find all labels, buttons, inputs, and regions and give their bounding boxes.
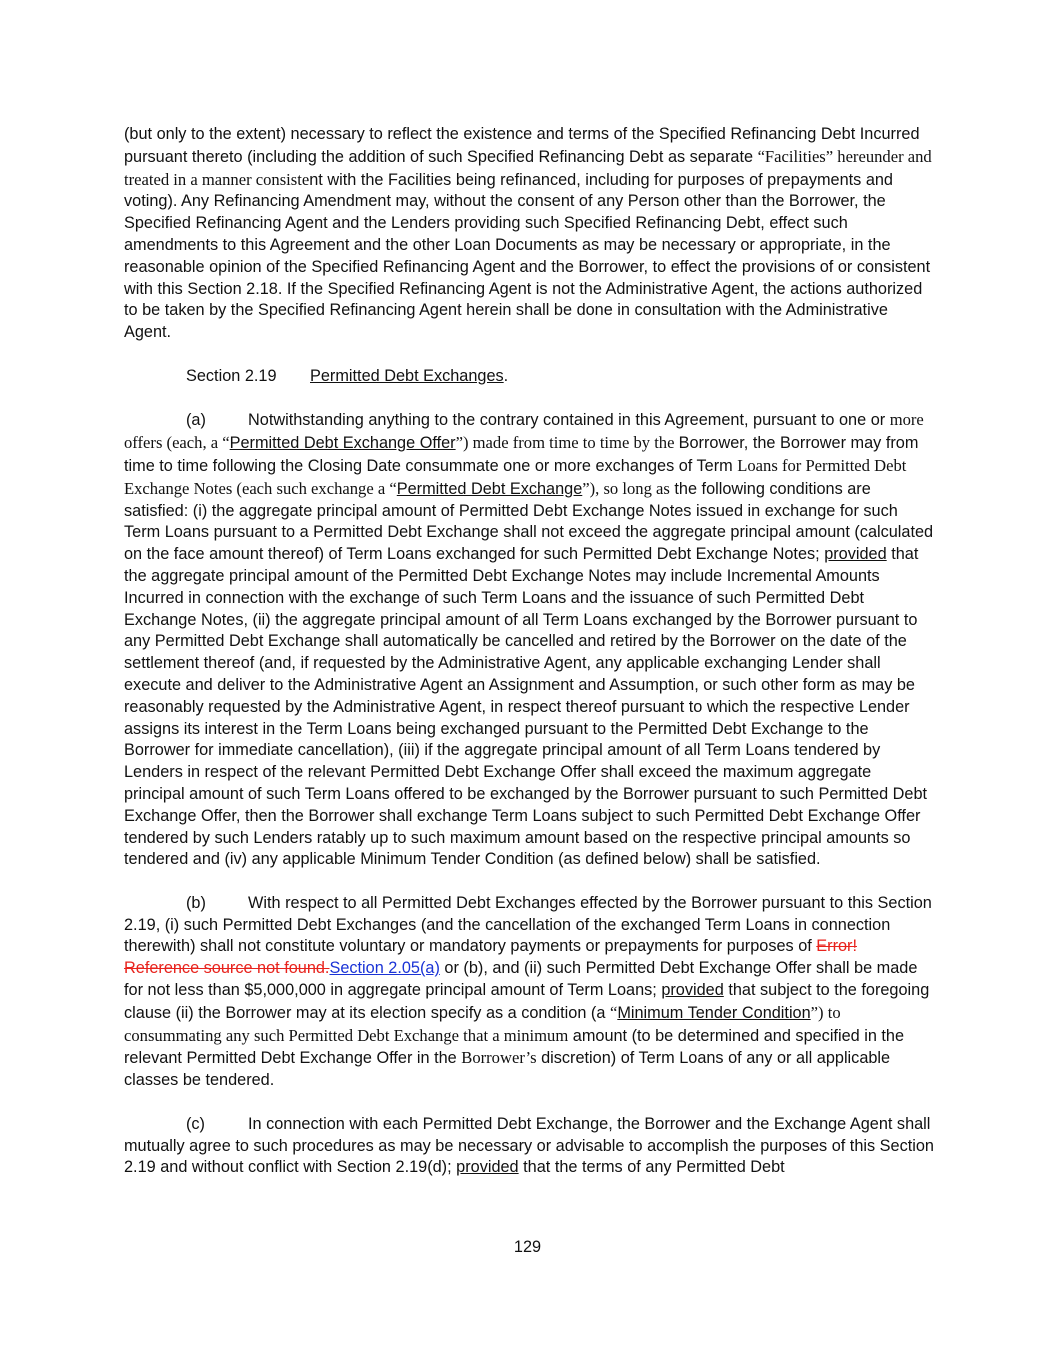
page-body	[124, 124, 936, 1201]
defined-term: Permitted Debt Exchange	[396, 479, 583, 498]
text-run: Borrower, the Borrower may from time to time following the Closing Date consummate one or more exchanges of Term	[124, 434, 919, 475]
text-run: that subject to the foregoing clause (ii) the Borrower may at its election specify as a condition (a	[124, 981, 930, 1022]
text-run: ”), so long as	[582, 478, 670, 498]
text-run: the following conditions are satisfied: (i) the aggregate principal amount of Permitted Debt Exchange Notes issued in exchange for such Term Loans pursuant to a Permitted Debt Exchange shall not exceed the aggregate principal amount (calculated on the face amount thereof) of Term Loans exchanged for such Permitted Debt Exchange Notes;	[124, 479, 934, 564]
text-run: that the terms of any Permitted Debt	[518, 1158, 785, 1177]
section-heading	[124, 366, 936, 388]
text-run: discretion) of Term Loans of any or all applicable classes be tendered.	[124, 1049, 891, 1090]
text-run: “	[609, 1002, 618, 1022]
deleted-reference-error: Error! Reference source not found.	[124, 937, 857, 978]
text-run: ”) to consummating any such Permitted Debt Exchange that a minimum	[124, 1002, 841, 1045]
section-number: Section 2.19	[186, 366, 277, 385]
emphasis-provided: provided	[661, 981, 724, 1000]
paragraph-continuation	[124, 124, 936, 344]
section-title: Permitted Debt Exchanges	[310, 366, 504, 385]
text-run: ”) made from time to time by the	[455, 433, 679, 453]
clause-label: (a)	[186, 411, 206, 430]
clause-label: (b)	[186, 893, 206, 912]
paragraph-c	[124, 1114, 936, 1179]
cross-reference-link[interactable]: Section 2.05(a)	[329, 959, 440, 978]
defined-term: Minimum Tender Condition	[617, 1003, 811, 1022]
text-run: that the aggregate principal amount of the Permitted Debt Exchange Notes may include Incremental Amounts Incurred in connection with the exchange of such Term Loans and the issuance of such Permitted Debt Exchange Notes, (ii) the aggregate principal amount of all Term Loans exchanged by the Borrower pursuant to any Permitted Debt Exchange shall automatically be cancelled and retired by the Borrower on the date of the settlement thereof (and, if requested by the Administrative Agent, any applicable exchanging Lender shall execute and deliver to the Administrative Agent an Assignment and Assumption, or such other form as may be reasonably requested by the Administrative Agent, in respect thereof pursuant to which the respective Lender assigns its interest in the Term Loans being exchanged pursuant to the Permitted Debt Exchange to the Borrower for immediate cancellation), (iii) if the aggregate principal amount of all Term Loans tendered by Lenders in respect of the relevant Permitted Debt Exchange Offer shall exceed the maximum aggregate principal amount of such Term Loans offered to be exchanged by the Borrower pursuant to such Permitted Debt Exchange Offer, then the Borrower shall exchange Term Loans subject to such Permitted Debt Exchange Offer tendered by such Lenders ratably up to such maximum amount based on the respective principal amounts so tendered and (iv) any applicable Minimum Tender Condition (as defined below) shall be satisfied.	[124, 545, 928, 869]
text-run: nt with the Facilities being refinanced, including for purposes of prepayments and voting). Any Refinancing Amendment may, without the consent of any Person other than the Borrower, the Specified Refinancing Agent and the Lenders providing such Specified Refinancing Debt, effect such amendments to this Agreement and the other Loan Documents as may be necessary or appropriate, in the reasonable opinion of the Specified Refinancing Agent and the Borrower, to effect the provisions of or consistent with this Section 2.18. If the Specified Refinancing Agent is not the Administrative Agent, the actions authorized to be taken by the Specified Refinancing Agent herein shall be done in consultation with the Administrative Agent.	[124, 170, 931, 342]
text-run: “Facilities” hereunder and treated in a manner consiste	[124, 146, 932, 189]
defined-term: Permitted Debt Exchange Offer	[229, 434, 456, 453]
clause-label: (c)	[186, 1114, 205, 1133]
emphasis-provided: provided	[456, 1158, 519, 1177]
emphasis-provided: provided	[824, 545, 887, 564]
text-run: Loans for Permitted Debt Exchange Notes (each such exchange a “	[124, 455, 907, 498]
text-run: Notwithstanding anything to the contrary contained in this Agreement, pursuant to one or	[248, 411, 890, 430]
text-run: amount (to be determined and specified in the relevant Permitted Debt Exchange Offer in the	[124, 1026, 905, 1068]
text-run: With respect to all Permitted Debt Exchanges effected by the Borrower pursuant to this Section 2.19, (i) such Permitted Debt Exchanges (and the cancellation of the exchanged Term Loans in connection therewith) shall not constitute voluntary or mandatory payments or prepayments for purposes of	[124, 893, 932, 956]
text-run: .	[503, 366, 509, 385]
page-number: 129	[513, 1238, 542, 1256]
paragraph-b	[124, 893, 936, 1092]
text-run: more offers (each, a “	[124, 410, 924, 453]
text-run: Borrower’s	[461, 1048, 537, 1068]
paragraph-a	[124, 409, 936, 871]
text-run: (but only to the extent) necessary to reflect the existence and terms of the Specified Refinancing Debt Incurred pursuant thereto (including the addition of such Specified Refinancing Debt as separate	[124, 125, 920, 166]
text-run: In connection with each Permitted Debt Exchange, the Borrower and the Exchange Agent shall mutually agree to such procedures as may be necessary or advisable to accomplish the purposes of this Section 2.19 and without conflict with Section 2.19(d);	[124, 1114, 934, 1177]
text-run: or (b), and (ii) such Permitted Debt Exchange Offer shall be made for not less than $5,000,000 in aggregate principal amount of Term Loans;	[124, 959, 918, 1000]
